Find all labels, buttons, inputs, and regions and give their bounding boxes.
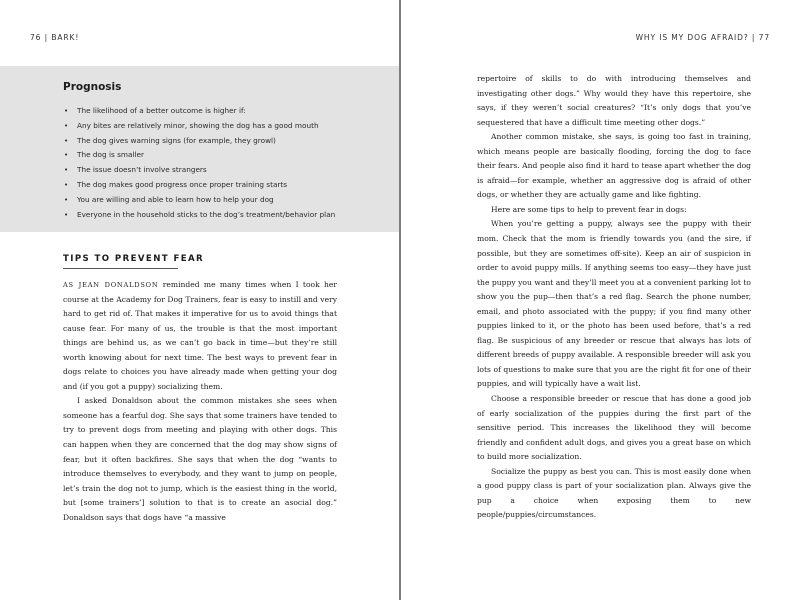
bullet-icon: •: [64, 121, 69, 130]
prognosis-title: Prognosis: [63, 81, 122, 93]
right-running-head: WHY IS MY DOG AFRAID? | 77: [635, 33, 770, 42]
lead-in-smallcaps: AS JEAN DONALDSON: [63, 281, 159, 289]
heading-rule: [63, 268, 178, 269]
prognosis-item: [63, 104, 383, 119]
body-paragraph: [63, 278, 337, 394]
bullet-icon: •: [64, 107, 69, 115]
paragraph-text: reminded me many times when I took her course at the Academy for Dog Trainers, fear is easy to instill and very hard to get rid of. That makes it imperative for us to avoid things that cause fear. For many of us, the trouble is that the most important things are behind us, as we can’t go back in time—but they’re still worth knowing about for next time. The best ways to prevent fear in dogs relate to choices you have already made when getting your dog and (if you got a puppy) socializing them.: [63, 280, 338, 391]
prognosis-item-text: Any bites are relatively minor, showing the dog has a good mouth: [77, 120, 319, 130]
bullet-icon: •: [64, 195, 69, 204]
body-paragraph: I asked Donaldson about the common mistakes she sees when someone has a fearful dog. She says that some trainers have tended to try to prevent dogs from meeting and playing with other dogs. This can happen when they are concerned that the dog may show signs of fear, but it often backfires. She says that when the dog “wants to introduce themselves to everybody, and they want to jump on people, let’s train the dog not to jump, which is the easiest thing in the world, but [some trainers’] solution to that is to create an asocial dog.” Donaldson says that dogs have “a massive: [63, 396, 337, 522]
prognosis-list: [63, 104, 383, 222]
prognosis-item: [63, 163, 383, 178]
right-body-text: [477, 72, 751, 523]
prognosis-item: [63, 208, 383, 223]
body-paragraph: Here are some tips to help to prevent fear in dogs:: [491, 204, 687, 214]
prognosis-item-text: The dog makes good progress once proper training starts: [77, 179, 288, 189]
body-paragraph: When you’re getting a puppy, always see the puppy with their mom. Check that the mom is friendly towards you (and the sire, if possible, but they are sometimes off-site). Keep an air of suspicion in order to avoid puppy mills. If anything seems too easy—they have just the puppy you want and they’ll meet you at a convenient parking lot to show you the pup—then that’s a red flag. Search the phone number, email, and photo associated with the puppy; if you find many other puppies linked to it, or the photo has been used before, that’s a red flag. Be suspicious of any breeder or rescue that always has lots of different breeds of puppy available. A responsible breeder will ask you lots of questions to make sure that you are the right fit for one of their puppies, and will typically have a wait list.: [477, 219, 751, 389]
section-heading: TIPS TO PREVENT FEAR: [63, 254, 205, 264]
bullet-icon: •: [64, 180, 69, 189]
prognosis-item: [63, 148, 383, 163]
prognosis-item-text: Everyone in the household sticks to the dog’s treatment/behavior plan: [77, 209, 336, 219]
bullet-icon: •: [64, 151, 69, 160]
prognosis-sidebar: [0, 66, 399, 232]
left-running-head: 76 | BARK!: [30, 33, 80, 42]
prognosis-item: [63, 134, 383, 149]
prognosis-item-text: The dog gives warning signs (for example, they growl): [77, 135, 276, 145]
body-paragraph: Socialize the puppy as best you can. This is most easily done when a good puppy class is part of your socialization plan. Always give the pup a choice when exposing them to new people/puppies/circumstances.: [477, 466, 751, 520]
body-paragraph: Choose a responsible breeder or rescue that has done a good job of early socialization of the puppies during the first part of the sensitive period. This increases the likelihood they will become friendly and confident adult dogs, and gives you a great base on which to build more socialization.: [477, 394, 751, 462]
prognosis-item: [63, 178, 383, 193]
prognosis-item: [63, 193, 383, 208]
bullet-icon: •: [64, 136, 69, 145]
body-paragraph: Another common mistake, she says, is going too fast in training, which means people are basically flooding, forcing the dog to face their fears. And people also find it hard to tease apart whether the dog is afraid—for example, whether an aggressive dog is afraid of other dogs, or whether they are actually game and like fighting.: [477, 132, 751, 200]
bullet-icon: •: [64, 166, 69, 175]
left-body-text: [63, 278, 337, 525]
prognosis-item-text: The likelihood of a better outcome is higher if:: [77, 106, 246, 115]
prognosis-item-text: The issue doesn’t involve strangers: [77, 165, 207, 175]
left-page: [0, 0, 399, 600]
body-paragraph: repertoire of skills to do with introducing themselves and investigating other dogs.” Why would they have this repertoire, she says, if they weren’t social creatures? “It’s only dogs that you’ve sequestered that have a difficult time meeting other dogs.”: [477, 74, 751, 127]
bullet-icon: •: [64, 210, 69, 219]
prognosis-item-text: You are willing and able to learn how to help your dog: [77, 194, 274, 204]
right-page: [401, 0, 800, 600]
prognosis-item: [63, 119, 383, 134]
prognosis-item-text: The dog is smaller: [77, 150, 145, 160]
